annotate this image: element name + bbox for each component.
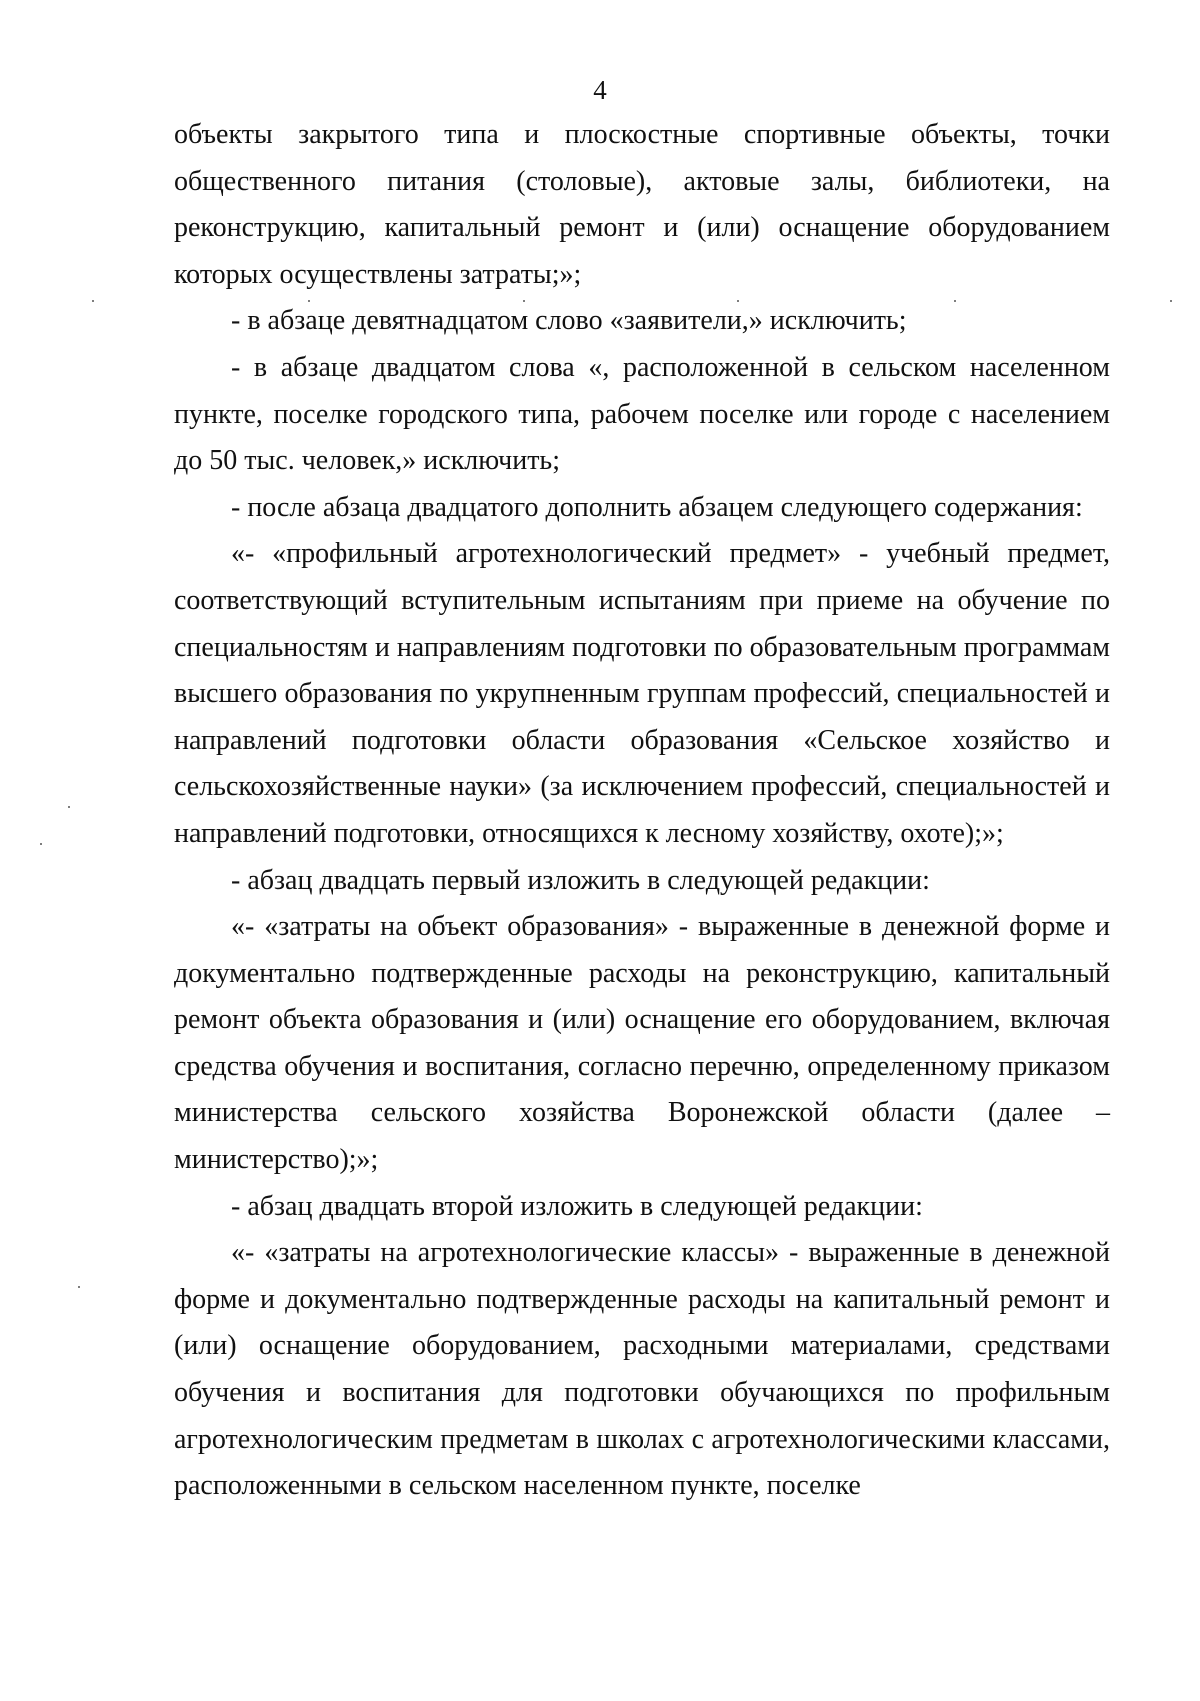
scan-speck: [954, 300, 956, 302]
paragraph-9: «- «затраты на агротехнологические классы» - выраженные в денежной форме и документально подтвержденные расходы на капитальный ремонт и (или) оснащение оборудованием, расходными материалами, средствами обучения и воспитания для подготовки обучающихся по профильным агротехнологическим предметам в школах с агротехнологическими классами, расположенными в сельском населенном пункте, поселке: [174, 1237, 1110, 1502]
scan-speck: [78, 1286, 80, 1288]
scan-speck: [40, 843, 42, 845]
scan-speck: [737, 300, 739, 302]
page-number: 4: [593, 75, 607, 105]
scan-speck: [92, 300, 94, 302]
paragraph-7: «- «затраты на объект образования» - выраженные в денежной форме и документально подтвержденные расходы на реконструкцию, капитальный ремонт объекта образования и (или) оснащение его оборудованием, включая средства обучения и воспитания, согласно перечню, определенному приказом министерства сельского хозяйства Воронежской области (далее – министерство);»;: [174, 911, 1110, 1176]
paragraph-2: - в абзаце девятнадцатом слово «заявители,» исключить;: [231, 305, 907, 337]
paragraph-6: - абзац двадцать первый изложить в следующей редакции:: [231, 864, 930, 896]
paragraph-3: - в абзаце двадцатом слова «, расположенной в сельском населенном пункте, поселке городского типа, рабочем поселке или городе с населением до 50 тыс. человек,» исключить;: [174, 351, 1110, 477]
scan-speck: [1170, 300, 1172, 302]
paragraph-5: «- «профильный агротехнологический предмет» - учебный предмет, соответствующий вступительным испытаниям при приеме на обучение по специальностям и направлениям подготовки по образовательным программам высшего образования по укрупненным группам профессий, специальностей и направлений подготовки области образования «Сельское хозяйство и сельскохозяйственные науки» (за исключением профессий, специальностей и направлений подготовки, относящихся к лесному хозяйству, охоте);»;: [174, 538, 1110, 849]
document-body: [174, 112, 1110, 1510]
paragraph-8: - абзац двадцать второй изложить в следующей редакции:: [231, 1190, 923, 1222]
paragraph-4: - после абзаца двадцатого дополнить абзацем следующего содержания:: [231, 491, 1083, 523]
scan-speck: [308, 300, 310, 302]
scan-speck: [68, 806, 70, 808]
paragraph-1: объекты закрытого типа и плоскостные спортивные объекты, точки общественного питания (столовые), актовые залы, библиотеки, на реконструкцию, капитальный ремонт и (или) оснащение оборудованием которых осуществлены затраты;»;: [174, 119, 1110, 290]
scan-speck: [523, 300, 525, 302]
